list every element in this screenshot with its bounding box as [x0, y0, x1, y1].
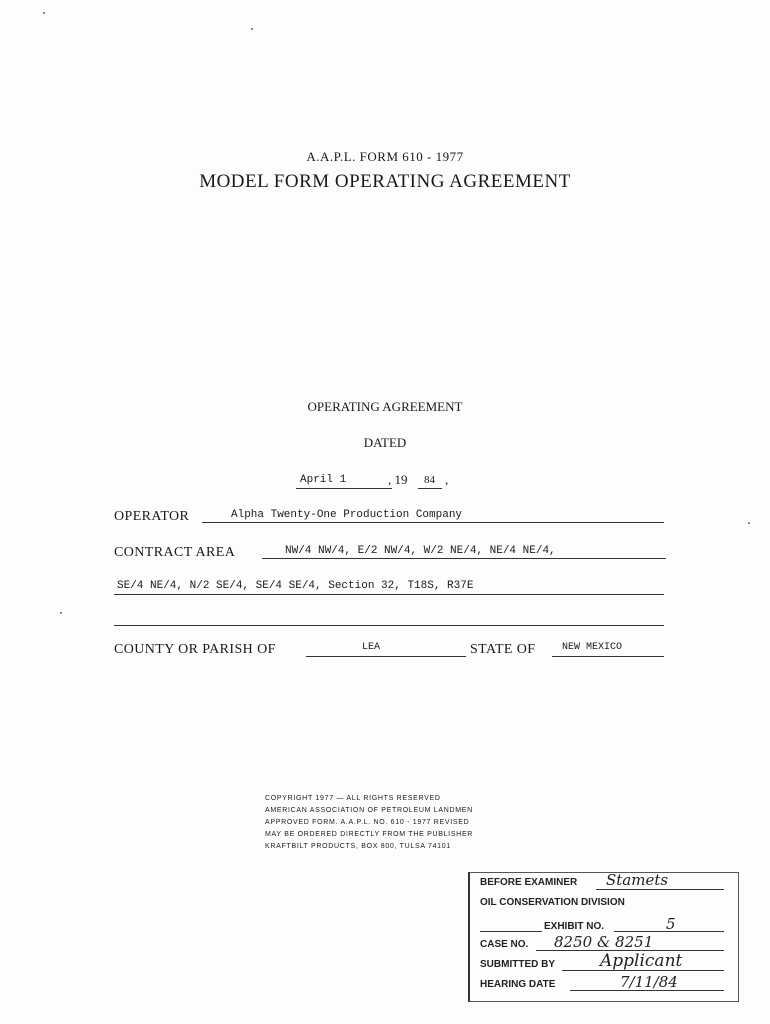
stamp-before-label: BEFORE EXAMINER: [480, 877, 578, 888]
contract-area-underline2: [114, 594, 664, 595]
county-underline: [306, 656, 466, 657]
date-year-suffix: 84: [424, 474, 435, 486]
copyright-line: MAY BE ORDERED DIRECTLY FROM THE PUBLISHER: [265, 831, 474, 838]
contract-area-underline1: [262, 558, 666, 559]
date-year-prefix: , 19: [388, 472, 408, 487]
stamp-submitted-by: Applicant: [600, 951, 683, 971]
stamp-submitted-label: SUBMITTED BY: [480, 959, 555, 970]
scan-speck: [251, 28, 253, 30]
stamp-case-label: CASE NO.: [480, 939, 529, 950]
scan-speck: [748, 522, 750, 524]
date-underline: [296, 488, 392, 489]
year-underline: [418, 488, 442, 489]
scan-speck: [43, 12, 45, 14]
stamp-examiner-rule: [596, 889, 724, 890]
stamp-hearing-date: 7/11/84: [620, 973, 678, 991]
copyright-line: APPROVED FORM. A.A.P.L. NO. 610 - 1977 REVISED: [265, 819, 470, 826]
state-label: STATE OF: [470, 642, 536, 657]
contract-area-line1: NW/4 NW/4, E/2 NW/4, W/2 NE/4, NE/4 NE/4,: [285, 545, 556, 557]
dated-label: DATED: [363, 435, 407, 450]
stamp-hearing-rule: [570, 990, 724, 991]
date-trail: ,: [445, 472, 449, 487]
contract-area-underline3: [114, 625, 664, 626]
stamp-exhibit-rule: [614, 931, 724, 932]
stamp-case-no: 8250 & 8251: [554, 933, 654, 951]
state-underline: [552, 656, 664, 657]
agreement-heading: OPERATING AGREEMENT: [307, 399, 463, 414]
date-month-day: April 1: [300, 474, 347, 486]
county-label: COUNTY OR PARISH OF: [114, 642, 276, 657]
stamp-examiner-name: Stamets: [606, 871, 669, 889]
stamp-exhibit-label: EXHIBIT NO.: [544, 921, 605, 932]
scan-speck: [60, 612, 62, 614]
contract-area-line2: SE/4 NE/4, N/2 SE/4, SE/4 SE/4, Section 32, T18S, R37E: [117, 580, 474, 592]
form-number: A.A.P.L. FORM 610 - 1977: [306, 149, 464, 164]
stamp-division: OIL CONSERVATION DIVISION: [480, 897, 625, 908]
copyright-line: COPYRIGHT 1977 — ALL RIGHTS RESERVED: [265, 795, 441, 802]
stamp-exhibit-rule-left: [480, 931, 542, 932]
exhibit-stamp: [468, 872, 739, 1002]
copyright-line: KRAFTBILT PRODUCTS, BOX 800, TULSA 74101: [265, 843, 451, 850]
document-title: MODEL FORM OPERATING AGREEMENT: [199, 171, 571, 192]
stamp-exhibit-no: 5: [666, 915, 676, 933]
contract-area-label: CONTRACT AREA: [114, 545, 236, 560]
copyright-line: AMERICAN ASSOCIATION OF PETROLEUM LANDMEN: [265, 807, 473, 814]
county-value: LEA: [362, 642, 381, 653]
operator-value: Alpha Twenty-One Production Company: [231, 509, 463, 521]
stamp-submitted-rule: [562, 970, 724, 971]
state-value: NEW MEXICO: [562, 642, 623, 653]
stamp-hearing-label: HEARING DATE: [480, 979, 556, 990]
operator-label: OPERATOR: [114, 509, 190, 524]
operator-underline: [202, 522, 664, 523]
